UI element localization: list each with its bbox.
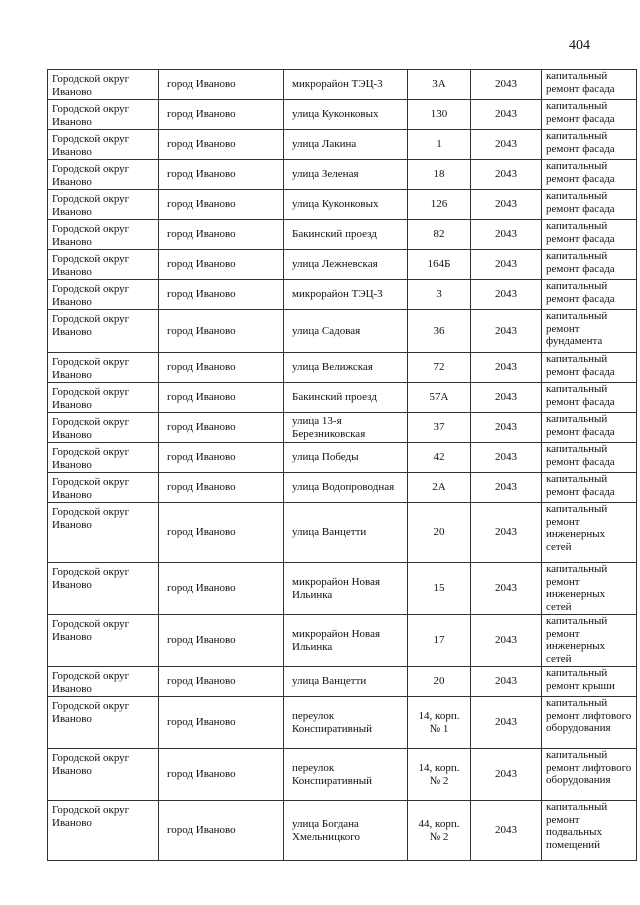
city-cell: город Иваново xyxy=(159,697,284,749)
year-cell: 2043 xyxy=(471,70,542,100)
municipality-cell: Городской округ Иваново xyxy=(48,353,159,383)
work-type-cell: капитальный ремонт фасада xyxy=(542,280,637,310)
table-row xyxy=(48,190,637,220)
municipality-cell: Городской округ Иваново xyxy=(48,697,159,749)
year-cell: 2043 xyxy=(471,443,542,473)
city-cell: город Иваново xyxy=(159,413,284,443)
street-cell: улица Садовая xyxy=(284,310,408,353)
work-type-cell: капитальный ремонт фасада xyxy=(542,383,637,413)
street-cell: улица Велижская xyxy=(284,353,408,383)
street-cell: улица Победы xyxy=(284,443,408,473)
table-body xyxy=(48,70,637,861)
house-number-cell: 36 xyxy=(408,310,471,353)
house-number-cell: 130 xyxy=(408,100,471,130)
table-row xyxy=(48,443,637,473)
municipality-cell: Городской округ Иваново xyxy=(48,383,159,413)
house-number-cell: 14, корп. № 2 xyxy=(408,749,471,801)
city-cell: город Иваново xyxy=(159,310,284,353)
street-cell: улица Богдана Хмельницкого xyxy=(284,801,408,861)
work-type-cell: капитальный ремонт фундамента xyxy=(542,310,637,353)
municipality-cell: Городской округ Иваново xyxy=(48,473,159,503)
work-type-cell: капитальный ремонт фасада xyxy=(542,443,637,473)
house-number-cell: 15 xyxy=(408,563,471,615)
house-number-cell: 3 xyxy=(408,280,471,310)
street-cell: микрорайон Новая Ильинка xyxy=(284,615,408,667)
street-cell: улица Куконковых xyxy=(284,100,408,130)
year-cell: 2043 xyxy=(471,353,542,383)
year-cell: 2043 xyxy=(471,383,542,413)
house-number-cell: 17 xyxy=(408,615,471,667)
house-number-cell: 18 xyxy=(408,160,471,190)
municipality-cell: Городской округ Иваново xyxy=(48,100,159,130)
city-cell: город Иваново xyxy=(159,667,284,697)
city-cell: город Иваново xyxy=(159,250,284,280)
city-cell: город Иваново xyxy=(159,100,284,130)
city-cell: город Иваново xyxy=(159,353,284,383)
year-cell: 2043 xyxy=(471,220,542,250)
work-type-cell: капитальный ремонт фасада xyxy=(542,473,637,503)
year-cell: 2043 xyxy=(471,310,542,353)
work-type-cell: капитальный ремонт фасада xyxy=(542,190,637,220)
municipality-cell: Городской округ Иваново xyxy=(48,130,159,160)
work-type-cell: капитальный ремонт фасада xyxy=(542,130,637,160)
municipality-cell: Городской округ Иваново xyxy=(48,160,159,190)
city-cell: город Иваново xyxy=(159,160,284,190)
street-cell: микрорайон ТЭЦ-3 xyxy=(284,280,408,310)
municipality-cell: Городской округ Иваново xyxy=(48,667,159,697)
work-type-cell: капитальный ремонт крыши xyxy=(542,667,637,697)
year-cell: 2043 xyxy=(471,100,542,130)
table-row xyxy=(48,220,637,250)
work-type-cell: капитальный ремонт инженерных сетей xyxy=(542,563,637,615)
house-number-cell: 20 xyxy=(408,503,471,563)
street-cell: улица Ванцетти xyxy=(284,503,408,563)
table-row xyxy=(48,160,637,190)
city-cell: город Иваново xyxy=(159,383,284,413)
page-number: 404 xyxy=(569,38,590,53)
house-number-cell: 72 xyxy=(408,353,471,383)
year-cell: 2043 xyxy=(471,667,542,697)
year-cell: 2043 xyxy=(471,563,542,615)
year-cell: 2043 xyxy=(471,615,542,667)
table-row xyxy=(48,801,637,861)
municipality-cell: Городской округ Иваново xyxy=(48,801,159,861)
municipality-cell: Городской округ Иваново xyxy=(48,250,159,280)
table-row xyxy=(48,563,637,615)
work-type-cell: капитальный ремонт инженерных сетей xyxy=(542,615,637,667)
municipality-cell: Городской округ Иваново xyxy=(48,70,159,100)
municipality-cell: Городской округ Иваново xyxy=(48,749,159,801)
table-row xyxy=(48,353,637,383)
municipality-cell: Городской округ Иваново xyxy=(48,280,159,310)
work-type-cell: капитальный ремонт фасада xyxy=(542,100,637,130)
city-cell: город Иваново xyxy=(159,615,284,667)
table-row xyxy=(48,473,637,503)
street-cell: Бакинский проезд xyxy=(284,220,408,250)
street-cell: улица Куконковых xyxy=(284,190,408,220)
work-type-cell: капитальный ремонт фасада xyxy=(542,70,637,100)
work-type-cell: капитальный ремонт подвальных помещений xyxy=(542,801,637,861)
work-type-cell: капитальный ремонт лифтового оборудования xyxy=(542,749,637,801)
table-row xyxy=(48,383,637,413)
city-cell: город Иваново xyxy=(159,749,284,801)
house-number-cell: 57А xyxy=(408,383,471,413)
house-number-cell: 164Б xyxy=(408,250,471,280)
house-number-cell: 126 xyxy=(408,190,471,220)
year-cell: 2043 xyxy=(471,160,542,190)
year-cell: 2043 xyxy=(471,190,542,220)
municipality-cell: Городской округ Иваново xyxy=(48,563,159,615)
table-row xyxy=(48,130,637,160)
city-cell: город Иваново xyxy=(159,190,284,220)
house-number-cell: 82 xyxy=(408,220,471,250)
city-cell: город Иваново xyxy=(159,130,284,160)
repair-schedule-table xyxy=(47,69,637,861)
work-type-cell: капитальный ремонт фасада xyxy=(542,250,637,280)
city-cell: город Иваново xyxy=(159,220,284,250)
street-cell: улица Водопроводная xyxy=(284,473,408,503)
year-cell: 2043 xyxy=(471,250,542,280)
street-cell: улица 13-я Березниковская xyxy=(284,413,408,443)
table-row xyxy=(48,250,637,280)
table-row xyxy=(48,697,637,749)
house-number-cell: 37 xyxy=(408,413,471,443)
municipality-cell: Городской округ Иваново xyxy=(48,413,159,443)
table-row xyxy=(48,413,637,443)
house-number-cell: 42 xyxy=(408,443,471,473)
year-cell: 2043 xyxy=(471,697,542,749)
work-type-cell: капитальный ремонт лифтового оборудования xyxy=(542,697,637,749)
municipality-cell: Городской округ Иваново xyxy=(48,615,159,667)
house-number-cell: 1 xyxy=(408,130,471,160)
municipality-cell: Городской округ Иваново xyxy=(48,190,159,220)
street-cell: улица Ванцетти xyxy=(284,667,408,697)
house-number-cell: 44, корп. № 2 xyxy=(408,801,471,861)
municipality-cell: Городской округ Иваново xyxy=(48,503,159,563)
city-cell: город Иваново xyxy=(159,280,284,310)
year-cell: 2043 xyxy=(471,801,542,861)
street-cell: улица Лакина xyxy=(284,130,408,160)
city-cell: город Иваново xyxy=(159,70,284,100)
city-cell: город Иваново xyxy=(159,473,284,503)
street-cell: улица Лежневская xyxy=(284,250,408,280)
street-cell: переулок Конспиративный xyxy=(284,697,408,749)
year-cell: 2043 xyxy=(471,130,542,160)
year-cell: 2043 xyxy=(471,503,542,563)
year-cell: 2043 xyxy=(471,413,542,443)
work-type-cell: капитальный ремонт фасада xyxy=(542,220,637,250)
work-type-cell: капитальный ремонт фасада xyxy=(542,160,637,190)
table-row xyxy=(48,615,637,667)
city-cell: город Иваново xyxy=(159,563,284,615)
work-type-cell: капитальный ремонт фасада xyxy=(542,413,637,443)
house-number-cell: 2А xyxy=(408,473,471,503)
table-row xyxy=(48,280,637,310)
table-row xyxy=(48,749,637,801)
street-cell: микрорайон Новая Ильинка xyxy=(284,563,408,615)
table-row xyxy=(48,100,637,130)
year-cell: 2043 xyxy=(471,749,542,801)
table-row xyxy=(48,667,637,697)
municipality-cell: Городской округ Иваново xyxy=(48,310,159,353)
table-row xyxy=(48,503,637,563)
house-number-cell: 3А xyxy=(408,70,471,100)
house-number-cell: 20 xyxy=(408,667,471,697)
work-type-cell: капитальный ремонт фасада xyxy=(542,353,637,383)
municipality-cell: Городской округ Иваново xyxy=(48,220,159,250)
work-type-cell: капитальный ремонт инженерных сетей xyxy=(542,503,637,563)
house-number-cell: 14, корп. № 1 xyxy=(408,697,471,749)
city-cell: город Иваново xyxy=(159,443,284,473)
municipality-cell: Городской округ Иваново xyxy=(48,443,159,473)
street-cell: переулок Конспиративный xyxy=(284,749,408,801)
city-cell: город Иваново xyxy=(159,801,284,861)
city-cell: город Иваново xyxy=(159,503,284,563)
year-cell: 2043 xyxy=(471,473,542,503)
year-cell: 2043 xyxy=(471,280,542,310)
street-cell: Бакинский проезд xyxy=(284,383,408,413)
table-row xyxy=(48,310,637,353)
street-cell: улица Зеленая xyxy=(284,160,408,190)
table-row xyxy=(48,70,637,100)
street-cell: микрорайон ТЭЦ-3 xyxy=(284,70,408,100)
